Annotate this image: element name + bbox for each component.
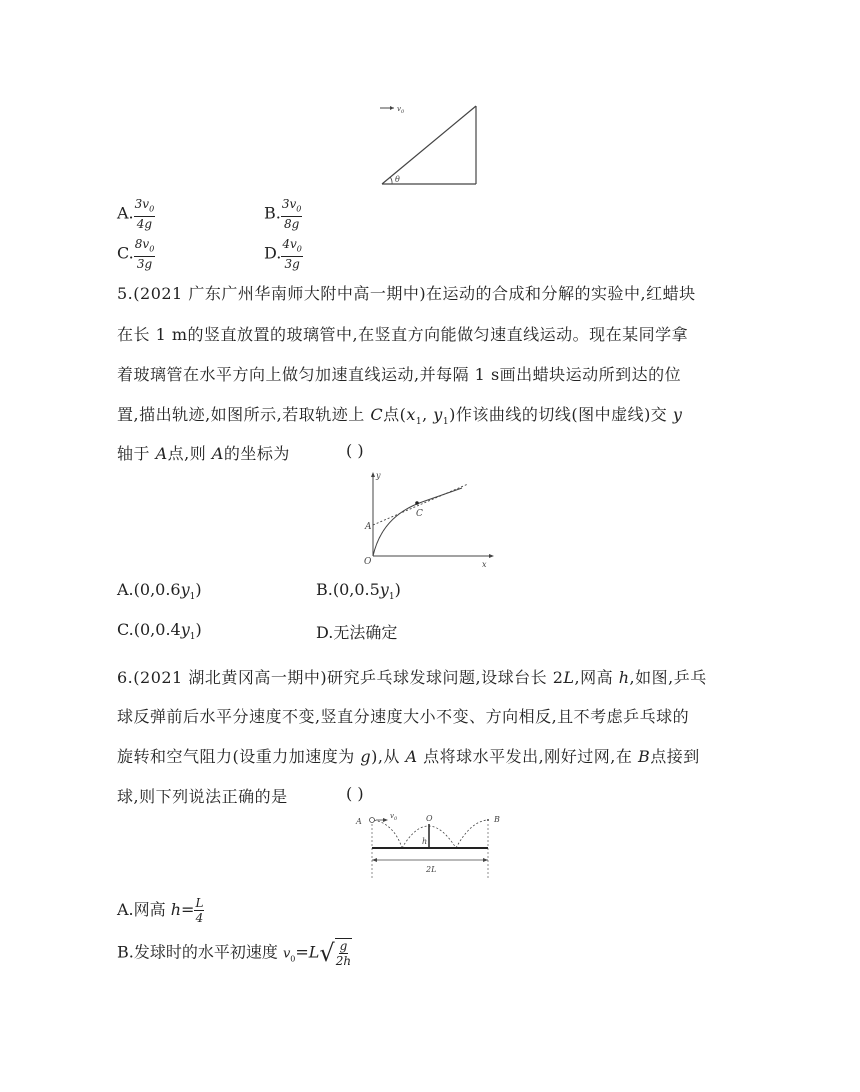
q5-line-5: 轴于 A点,则 A的坐标为 [117,444,290,463]
origin-label: O [364,557,372,567]
point-b-label: B [494,815,500,824]
y-axis-label: y [376,471,381,480]
point-c-label: C [416,509,423,519]
length-label: 2L [426,865,437,874]
table-tennis-figure [352,810,512,882]
q6-line-3: 旋转和空气阻力(设重力加速度为 g),从 A 点将球水平发出,刚好过网,在 B点接到 [117,747,700,766]
q6-option-b: B.发球时的水平初速度 $v_0=L√$ $\frac{g}{2h}$ [117,939,352,968]
point-a-label: A [356,817,362,826]
net-top-label: O [426,814,433,823]
q5-option-d: D.无法确定 [316,623,398,642]
q6-answer-paren: ( ) [346,784,364,803]
q4-option-d: D. $\frac{4v_0}{3g}$ [264,237,302,272]
q4-option-a: A. $\frac{3v_0}{4g}$ [117,197,155,232]
point-a-label: A [365,522,372,532]
v0-label: $v_0$ [390,812,398,822]
q6-line-4: 球,则下列说法正确的是 [117,787,288,806]
net-height-label: h [422,837,428,846]
q4-option-b: B. $\frac{3v_0}{8g}$ [264,197,302,232]
incline-figure [370,100,485,190]
q5-option-a: $A.(0,0.6y_1)$ [117,580,202,603]
q5-option-c: $C.(0,0.4y_1)$ [117,620,202,643]
q6-option-a: A.网高 h= $\frac{L}{4}$ [117,896,204,925]
q5-answer-paren: ( ) [346,441,364,460]
q6-line-1: 6.(2021 湖北黄冈高一期中)研究乒乓球发球问题,设球台长 2L,网高 h,如图,乒乓 [117,668,707,687]
q4-option-c: C. $\frac{8v_0}{3g}$ [117,237,155,272]
q5-option-b: $B.(0,0.5y_1)$ [316,580,401,603]
q5-line-3: 着玻璃管在水平方向上做匀加速直线运动,并每隔 1 s画出蜡块运动所到达的位 [117,365,682,384]
x-axis-label: x [482,560,487,569]
q6-line-2: 球反弹前后水平分速度不变,竖直分速度大小不变、方向相反,且不考虑乒乓球的 [117,707,690,726]
v0-label: $v_0$ [397,105,405,115]
q5-line-1: 5.(2021 广东广州华南师大附中高一期中)在运动的合成和分解的实验中,红蜡块 [117,284,696,303]
trajectory-figure [360,468,500,570]
q5-line-2: 在长 1 m的竖直放置的玻璃管中,在竖直方向能做匀速直线运动。现在某同学拿 [117,325,689,344]
q5-line-4: 置,描出轨迹,如图所示,若取轨迹上 C点($x_1$, $y_1$)作该曲线的切线(图中虚线)交 y [117,405,683,428]
theta-label: θ [395,175,400,184]
